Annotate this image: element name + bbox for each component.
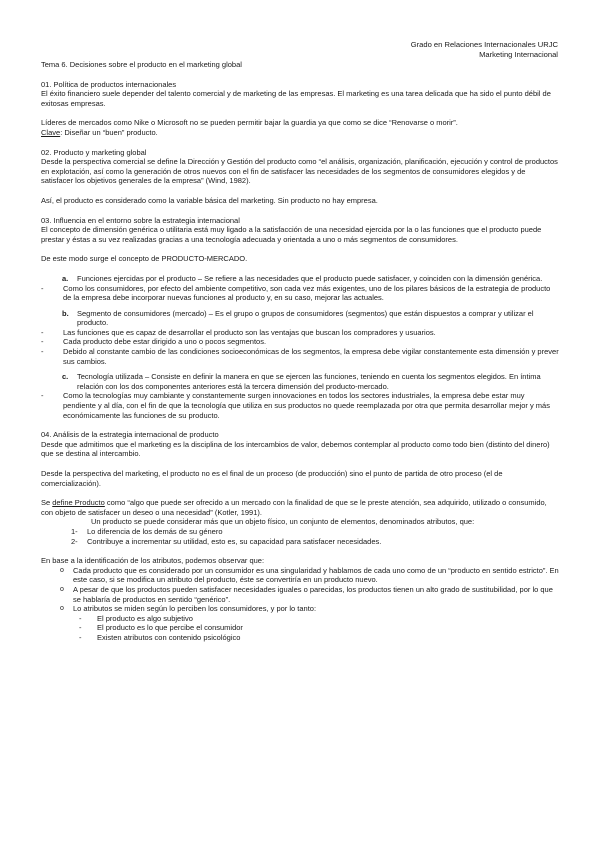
dash-marker: - <box>41 327 44 337</box>
sub-dash-item <box>41 633 559 643</box>
definition-term: define Producto <box>52 498 105 508</box>
dash-marker: - <box>79 623 82 633</box>
list-label-b: b. <box>62 308 69 318</box>
bullet-marker: o <box>60 585 64 593</box>
numbered-text: Contribuye a incrementar su utilidad, esto es, su capacidad para satisfacer necesidades. <box>87 536 382 546</box>
bullet-marker: o <box>60 566 64 574</box>
section-01-clave <box>41 128 559 138</box>
section-02-paragraph-1: Desde la perspectiva comercial se define la Dirección y Gestión del producto como “el análisis, organización, planificación, ejecución y control de productos en explotación, así como la generación de otros nuevos con el fin de satisfacer las necesidades de los segmentos de consumidores elegidos y de satisfacer los objetivos generales de la empresa” (Wind, 1982). <box>41 157 558 186</box>
dash-item <box>41 284 559 303</box>
dash-marker: - <box>41 283 44 293</box>
list-text-a: Funciones ejercidas por el producto – Se refiere a las necesidades que el producto puede satisfacer, y coinciden con la dimensión genérica. <box>77 273 543 283</box>
dash-marker: - <box>41 391 44 401</box>
dash-marker: - <box>41 347 44 357</box>
bullet-item <box>41 566 559 585</box>
dash-marker: - <box>79 613 82 623</box>
dash-item <box>41 328 559 338</box>
section-02-heading: 02. Producto y marketing global <box>41 147 147 157</box>
dash-text: Las funciones que es capaz de desarrollar el producto son las ventajas que buscan los compradores y usuarios. <box>63 327 436 337</box>
number-label: 1- <box>71 526 78 536</box>
header-degree: Grado en Relaciones Internacionales URJC <box>410 40 558 49</box>
section-03-paragraph-1: El concepto de dimensión genérica o utilitaria está muy ligado a la satisfacción de una necesidad ejercida por la o las funciones que el producto puede prestar y éstas a su vez realizadas gracias a una tecnología adecuada y orientada a uno o más segmentos de consumidores. <box>41 225 542 244</box>
section-01-paragraph-2: Líderes de mercados como Nike o Microsoft no se pueden permitir bajar la guardia ya que como se dice “Renovarse o morir”. <box>41 118 458 128</box>
section-03-heading: 03. Influencia en el entorno sobre la estrategia internacional <box>41 215 240 225</box>
bullet-text: Lo atributos se miden según lo perciben los consumidores, y por lo tanto: <box>73 604 317 614</box>
header-course: Marketing Internacional <box>479 50 558 59</box>
numbered-item-1 <box>41 527 559 537</box>
dash-marker: - <box>79 632 82 642</box>
section-03-paragraph-2: De este modo surge el concepto de PRODUCTO-MERCADO. <box>41 254 248 264</box>
sub-dash-item <box>41 614 559 624</box>
section-02-paragraph-2: Así, el producto es considerado como la variable básica del marketing. Sin producto no hay empresa. <box>41 195 378 205</box>
section-04-heading: 04. Análisis de la estrategia internacional de producto <box>41 430 219 440</box>
list-label-a: a. <box>62 273 69 283</box>
dash-text: Como la tecnologías muy cambiante y constantemente surgen innovaciones en todos los sectores industriales, la empresa debe estar muy pendiente y al día, con el fin de que la tecnología que utiliza en sus productos no quede reemplazada por otra que permita desarrollar mejor y más económicamente las funciones de su producto. <box>63 391 550 420</box>
page-header <box>411 40 558 60</box>
dash-item <box>41 337 559 347</box>
bullet-marker: o <box>60 605 64 613</box>
dash-marker: - <box>41 337 44 347</box>
list-item-a <box>41 274 559 284</box>
section-01-heading: 01. Política de productos internacionales <box>41 79 177 89</box>
section-04-paragraph-5: En base a la identificación de los atributos, podemos observar que: <box>41 556 265 566</box>
bullet-text: Cada producto que es considerado por un consumidor es una singularidad y hablamos de cada uno como de un “producto en sentido estricto”. En este caso, si se modifica un atributo del producto, éste se convertiría en un producto nuevo. <box>73 565 559 585</box>
dash-item <box>41 391 559 420</box>
section-04-paragraph-3 <box>41 498 559 517</box>
dash-text: Debido al constante cambio de las condiciones socioeconómicas de los segmentos, la empresa debe vigilar constantemente esta dimensión y prever sus cambios. <box>63 347 559 366</box>
list-label-c: c. <box>62 372 69 382</box>
document-title: Tema 6. Decisiones sobre el producto en el marketing global <box>41 60 242 69</box>
sub-dash-text: El producto es algo subjetivo <box>97 613 193 623</box>
sub-dash-text: Existen atributos con contenido psicológico <box>97 632 241 642</box>
clave-label: Clave <box>41 127 61 137</box>
section-04-paragraph-1: Desde que admitimos que el marketing es la disciplina de los intercambios de valor, debemos contemplar al producto como todo bien (distinto del dinero) que se destina al intercambio. <box>41 439 550 459</box>
bullet-item <box>41 604 559 614</box>
dash-item <box>41 347 559 366</box>
definition-prefix: Se <box>41 498 53 508</box>
numbered-text: Lo diferencia de los demás de su género <box>87 526 223 536</box>
bullet-item <box>41 585 559 604</box>
bullet-text: A pesar de que los productos pueden satisfacer necesidades iguales o parecidas, los productos tienen un alto grado de sustitubilidad, por lo que se hablaría de productos en sentido “genérico”. <box>73 584 553 604</box>
section-04-paragraph-2: Desde la perspectiva del marketing, el producto no es el final de un proceso (de producción) sino el punto de partida de otro proceso (el de comercialización). <box>41 469 503 488</box>
clave-text: : Diseñar un “buen” producto. <box>60 127 158 137</box>
list-item-c <box>41 372 559 391</box>
section-04-paragraph-4: Un producto se puede considerar más que un objeto físico, un conjunto de elementos, denominados atributos, que: <box>91 517 475 527</box>
definition-text: como “algo que puede ser ofrecido a un mercado con la finalidad de que se le preste atención, sea adquirido, utilizado o consumido, con objeto de satisfacer un deseo o una necesidad” (Kotler, 1991). <box>41 498 547 517</box>
list-item-b <box>41 309 559 328</box>
sub-dash-item <box>41 623 559 633</box>
dash-text: Cada producto debe estar dirigido a uno o pocos segmentos. <box>63 337 267 347</box>
numbered-item-2 <box>41 537 559 547</box>
document-body <box>41 60 559 643</box>
number-label: 2- <box>71 536 78 546</box>
sub-dash-text: El producto es lo que percibe el consumidor <box>97 623 243 633</box>
list-text-c: Tecnología utilizada – Consiste en definir la manera en que se ejercen las funciones, teniendo en cuenta los segmentos elegidos. En íntima relación con los dos componentes anteriores está la tercera dimensión del producto-mercado. <box>77 372 541 391</box>
section-01-paragraph-1: El éxito financiero suele depender del talento comercial y de marketing de las empresas. El marketing es una tarea delicada que ha sido el punto débil de exitosas empresas. <box>41 89 551 108</box>
dash-text: Como los consumidores, por efecto del ambiente competitivo, son cada vez más exigentes, uno de los pilares básicos de la estrategia de producto de la empresa debe incorporar nuevas funciones al producto y, en su caso, mejorar las actuales. <box>63 283 551 303</box>
list-text-b: Segmento de consumidores (mercado) – Es el grupo o grupos de consumidores (segmentos) que están dispuestos a comprar y utilizar el producto. <box>77 308 534 328</box>
